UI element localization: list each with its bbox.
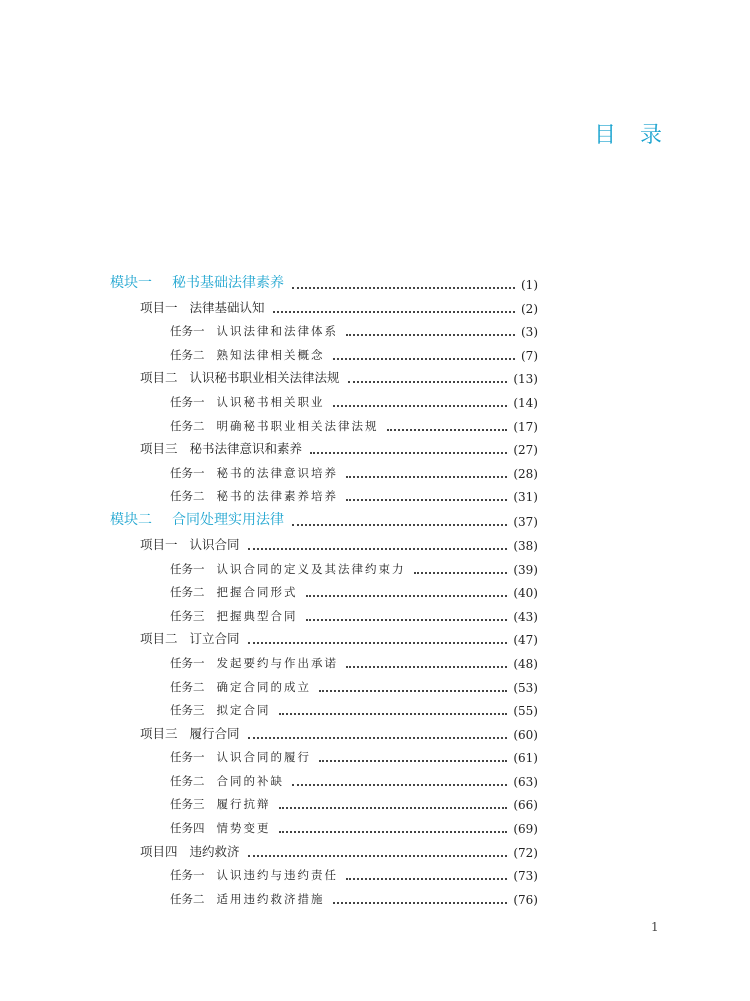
toc-entry-page: (53) [513, 680, 538, 695]
page-title [594, 118, 662, 149]
dot-leader [279, 831, 508, 833]
toc-entry-page: (72) [513, 845, 538, 860]
toc-entry-page: (48) [513, 656, 538, 671]
toc-task-entry[interactable] [110, 577, 538, 601]
toc-entry-title: 适用违约救济措施 [216, 891, 325, 906]
toc-entry-title: 认识合同 [189, 536, 240, 552]
toc-entry-page: (39) [513, 562, 538, 577]
toc-entry-page: (14) [513, 395, 538, 410]
toc-entry-page: (66) [513, 798, 538, 813]
toc-entry-label: 任务一 [170, 561, 205, 576]
toc-entry-page: (38) [513, 538, 538, 553]
toc-entry-label: 任务二 [170, 773, 205, 788]
dot-leader [279, 807, 508, 809]
toc-entry-page: (55) [513, 704, 538, 719]
title-char-2: 录 [639, 123, 662, 148]
toc-entry-title: 认识违约与违约责任 [216, 868, 338, 883]
dot-leader [346, 334, 515, 336]
dot-leader [319, 760, 507, 762]
toc-task-entry[interactable] [110, 386, 538, 410]
toc-task-entry[interactable] [110, 671, 538, 695]
toc-task-entry[interactable] [110, 647, 538, 671]
dot-leader [248, 642, 508, 644]
toc-entry-page: (3) [521, 325, 538, 340]
toc-entry-title: 拟定合同 [216, 703, 271, 718]
toc-task-entry[interactable] [110, 765, 538, 789]
dot-leader [306, 619, 508, 621]
dot-leader [346, 666, 507, 668]
dot-leader [319, 690, 507, 692]
toc-entry-title: 认识合同的定义及其法律约束力 [216, 561, 406, 576]
toc-entry-title: 确定合同的成立 [216, 679, 311, 694]
dot-leader [310, 452, 507, 454]
toc-entry-label: 任务一 [170, 394, 205, 409]
toc-entry-title: 熟知法律相关概念 [216, 347, 325, 362]
dot-leader [248, 737, 508, 739]
toc-entry-label: 任务二 [170, 585, 205, 600]
toc-task-entry[interactable] [110, 789, 538, 813]
dot-leader [348, 381, 508, 383]
toc-entry-page: (27) [513, 443, 538, 458]
toc-entry-title: 秘书法律意识和素养 [189, 441, 303, 457]
toc-entry-label: 任务二 [170, 418, 205, 433]
toc-entry-page: (69) [513, 822, 538, 837]
toc-entry-page: (73) [513, 869, 538, 884]
toc-task-entry[interactable] [110, 883, 538, 907]
toc-project-entry[interactable] [110, 434, 538, 458]
toc-task-entry[interactable] [110, 553, 538, 577]
toc-entry-label: 项目三 [140, 725, 178, 741]
toc-project-entry[interactable] [110, 624, 538, 648]
dot-leader [306, 595, 508, 597]
toc-entry-page: (47) [513, 633, 538, 648]
dot-leader [292, 524, 507, 526]
toc-entry-label: 任务二 [170, 679, 205, 694]
toc-entry-label: 项目三 [140, 441, 178, 457]
dot-leader [333, 358, 516, 360]
dot-leader [292, 287, 515, 289]
toc-entry-title: 认识法律和法律体系 [216, 324, 338, 339]
toc-task-entry[interactable] [110, 812, 538, 836]
toc-module-entry[interactable] [110, 504, 538, 529]
toc-entry-page: (2) [521, 301, 538, 316]
toc-entry-title: 合同处理实用法律 [172, 512, 284, 529]
toc-entry-title: 法律基础认知 [189, 299, 265, 315]
toc-project-entry[interactable] [110, 292, 538, 316]
dot-leader [273, 311, 515, 313]
toc-entry-page: (28) [513, 466, 538, 481]
toc-entry-label: 任务一 [170, 868, 205, 883]
toc-entry-title: 履行合同 [189, 725, 240, 741]
dot-leader [346, 878, 507, 880]
dot-leader [346, 499, 507, 501]
toc-entry-title: 把握合同形式 [216, 585, 298, 600]
toc-entry-page: (61) [513, 751, 538, 766]
dot-leader [292, 784, 507, 786]
toc-entry-label: 任务一 [170, 750, 205, 765]
toc-entry-title: 认识合同的履行 [216, 750, 311, 765]
toc-task-entry[interactable] [110, 600, 538, 624]
toc-task-entry[interactable] [110, 742, 538, 766]
toc-entry-label: 任务一 [170, 324, 205, 339]
toc-entry-page: (31) [513, 490, 538, 505]
dot-leader [279, 713, 508, 715]
dot-leader [414, 572, 508, 574]
toc-entry-label: 任务二 [170, 891, 205, 906]
toc-entry-title: 情势变更 [216, 821, 271, 836]
dot-leader [248, 855, 508, 857]
table-of-contents [110, 267, 538, 907]
toc-entry-title: 合同的补缺 [216, 773, 284, 788]
toc-entry-label: 模块一 [110, 275, 152, 291]
toc-task-entry[interactable] [110, 860, 538, 884]
toc-entry-title: 订立合同 [189, 631, 240, 647]
toc-entry-label: 项目一 [140, 536, 178, 552]
toc-entry-page: (17) [513, 419, 538, 434]
toc-task-entry[interactable] [110, 316, 538, 340]
dot-leader [333, 405, 508, 407]
toc-entry-title: 秘书基础法律素养 [172, 275, 284, 291]
toc-entry-label: 任务一 [170, 465, 205, 480]
toc-project-entry[interactable] [110, 836, 538, 860]
toc-entry-page: (40) [513, 586, 538, 601]
toc-entry-page: (7) [521, 348, 538, 363]
toc-entry-title: 秘书的法律意识培养 [216, 465, 338, 480]
toc-module-entry[interactable] [110, 267, 538, 292]
toc-entry-label: 项目一 [140, 299, 178, 315]
toc-entry-label: 项目二 [140, 370, 178, 386]
toc-entry-title: 秘书的法律素养培养 [216, 489, 338, 504]
toc-entry-page: (63) [513, 774, 538, 789]
toc-entry-title: 明确秘书职业相关法律法规 [216, 418, 379, 433]
title-char-1: 目 [593, 123, 616, 148]
toc-entry-page: (1) [521, 278, 538, 292]
toc-entry-label: 任务三 [170, 797, 205, 812]
toc-task-entry[interactable] [110, 695, 538, 719]
dot-leader [346, 476, 507, 478]
toc-entry-title: 发起要约与作出承诺 [216, 655, 338, 670]
toc-entry-label: 任务二 [170, 347, 205, 362]
toc-entry-label: 任务一 [170, 655, 205, 670]
toc-entry-page: (43) [513, 609, 538, 624]
toc-entry-title: 违约救济 [189, 843, 240, 859]
toc-entry-page: (13) [513, 372, 538, 387]
toc-entry-title: 履行抗辩 [216, 797, 271, 812]
toc-project-entry[interactable] [110, 529, 538, 553]
toc-task-entry[interactable] [110, 457, 538, 481]
dot-leader [387, 429, 508, 431]
toc-task-entry[interactable] [110, 481, 538, 505]
dot-leader [248, 548, 508, 550]
toc-entry-label: 任务二 [170, 489, 205, 504]
toc-entry-page: (76) [513, 892, 538, 907]
toc-entry-page: (60) [513, 727, 538, 742]
toc-entry-label: 模块二 [110, 512, 152, 529]
toc-entry-page: (37) [513, 515, 538, 530]
toc-task-entry[interactable] [110, 339, 538, 363]
toc-project-entry[interactable] [110, 718, 538, 742]
page-number: 1 [651, 920, 659, 934]
toc-entry-title: 把握典型合同 [216, 608, 298, 623]
toc-entry-label: 任务三 [170, 608, 205, 623]
dot-leader [333, 902, 508, 904]
toc-entry-label: 任务三 [170, 703, 205, 718]
toc-entry-label: 项目二 [140, 631, 178, 647]
toc-task-entry[interactable] [110, 410, 538, 434]
toc-entry-label: 项目四 [140, 843, 178, 859]
toc-entry-title: 认识秘书职业相关法律法规 [189, 370, 340, 386]
toc-entry-label: 任务四 [170, 821, 205, 836]
toc-entry-title: 认识秘书相关职业 [216, 394, 325, 409]
toc-project-entry[interactable] [110, 363, 538, 387]
